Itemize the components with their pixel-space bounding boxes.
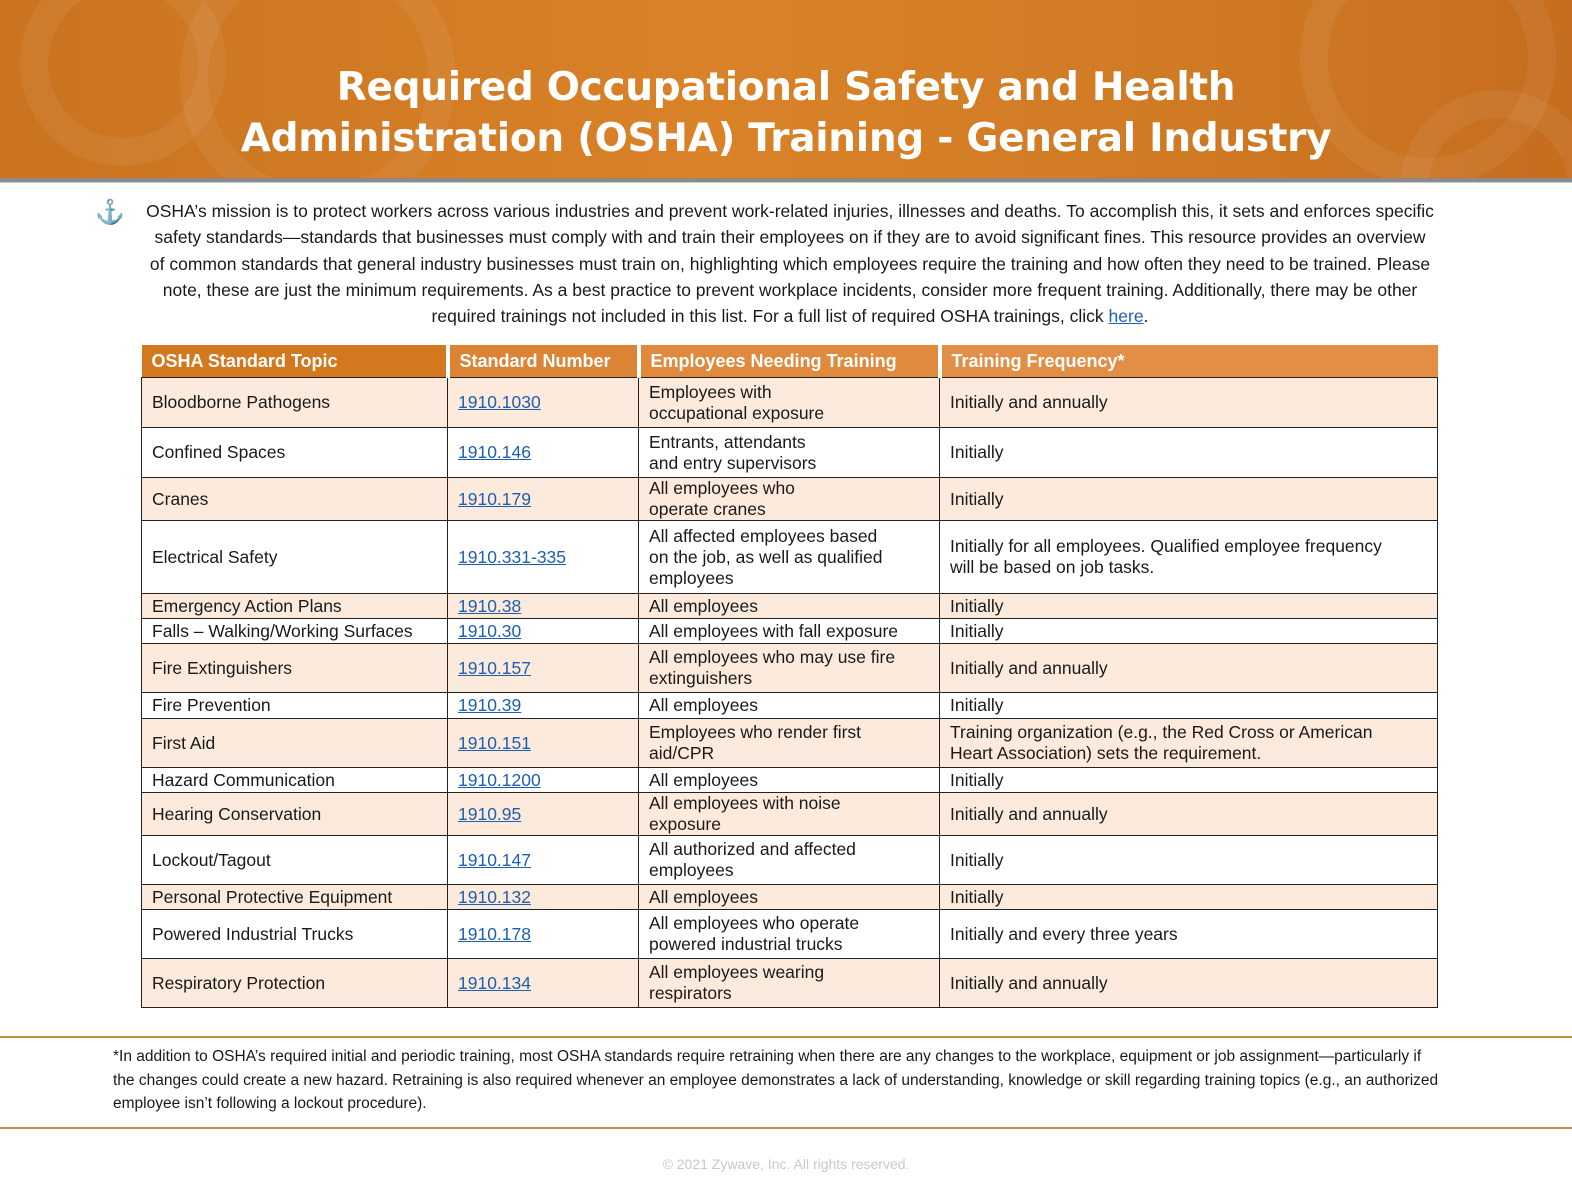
table-row: [142, 594, 1438, 619]
table-row: [142, 885, 1438, 910]
osha-training-table: [141, 345, 1438, 1008]
column-header: OSHA Standard Topic: [142, 345, 448, 378]
employees-cell: [639, 885, 940, 910]
column-header: Standard Number: [448, 345, 639, 378]
topic-cell: [142, 836, 448, 885]
cell-text: Initially: [950, 488, 1004, 509]
frequency-cell: [940, 959, 1438, 1008]
standard-link[interactable]: 1910.1200: [458, 769, 541, 790]
employees-cell: [639, 693, 940, 719]
cell-text: All affected employees based on the job, as well as qualified employees: [649, 525, 883, 588]
cell-text: Initially for all employees. Qualified employee frequency will be based on job tasks.: [950, 536, 1382, 577]
frequency-cell: [940, 478, 1438, 521]
standard-number-cell: [448, 619, 639, 644]
table-row: [142, 428, 1438, 478]
standard-link[interactable]: 1910.331-335: [458, 546, 567, 567]
cell-text: Initially: [950, 849, 1004, 870]
topic-cell: [142, 428, 448, 478]
standard-number-cell: [448, 836, 639, 885]
standard-number-cell: [448, 521, 639, 594]
table-row: [142, 693, 1438, 719]
table-header-row: [142, 345, 1438, 378]
cell-text: Lockout/Tagout: [152, 849, 271, 870]
standard-link[interactable]: 1910.95: [458, 803, 522, 824]
standard-number-cell: [448, 719, 639, 768]
standard-number-cell: [448, 594, 639, 619]
topic-cell: [142, 793, 448, 836]
standard-number-cell: [448, 793, 639, 836]
standard-link[interactable]: 1910.39: [458, 695, 522, 715]
intro-paragraph: OSHA’s mission is to protect workers across various industries and prevent work-related injuries, illnesses and deaths. To accomplish this, it sets and enforces specific safety standards—standards that businesses must comply with and train their employees on if they are to avoid significant fines. This resource provides an overview of common standards that general industry businesses must train on, highlighting which employees require the training and how often they need to be trained. Please note, these are just the minimum requirements. As a best practice to prevent workplace incidents, consider more frequent training. Additionally, there may be other required trainings not included in this list. For a full list of required OSHA trainings, click here.: [146, 201, 1434, 327]
employees-cell: [639, 768, 940, 793]
cell-text: Confined Spaces: [152, 442, 286, 462]
standard-link[interactable]: 1910.132: [458, 886, 531, 907]
cell-text: Initially and annually: [950, 657, 1108, 678]
table-row: [142, 719, 1438, 768]
cell-text: All employees wearing respirators: [649, 962, 825, 1003]
table-row: [142, 521, 1438, 594]
table-row: [142, 478, 1438, 521]
frequency-cell: [940, 885, 1438, 910]
cell-text: Entrants, attendants and entry supervisors: [649, 431, 817, 473]
column-header: Training Frequency*: [940, 345, 1438, 378]
frequency-cell: [940, 836, 1438, 885]
cell-text: Initially: [950, 886, 1004, 907]
topic-cell: [142, 910, 448, 959]
employees-cell: [639, 521, 940, 594]
cell-text: Initially: [950, 595, 1004, 616]
standard-number-cell: [448, 768, 639, 793]
employees-cell: [639, 719, 940, 768]
cell-text: Powered Industrial Trucks: [152, 923, 354, 944]
standard-link[interactable]: 1910.30: [458, 620, 522, 641]
cell-text: All employees with noise exposure: [649, 793, 841, 834]
table-row: [142, 793, 1438, 836]
cell-text: All employees: [649, 695, 758, 715]
frequency-cell: [940, 793, 1438, 836]
frequency-cell: [940, 644, 1438, 693]
standard-number-cell: [448, 378, 639, 428]
cell-text: Hazard Communication: [152, 769, 335, 790]
divider: [0, 1127, 1572, 1129]
cell-text: Fire Extinguishers: [152, 657, 293, 678]
cell-text: Falls – Walking/Working Surfaces: [152, 620, 413, 641]
standard-number-cell: [448, 885, 639, 910]
cell-text: Emergency Action Plans: [152, 595, 342, 616]
topic-cell: [142, 693, 448, 719]
standard-link[interactable]: 1910.146: [458, 442, 531, 462]
divider: [0, 178, 1572, 183]
standard-link[interactable]: 1910.179: [458, 488, 531, 509]
table-row: [142, 378, 1438, 428]
cell-text: Fire Prevention: [152, 695, 271, 715]
topic-cell: [142, 594, 448, 619]
cell-text: All employees: [649, 886, 758, 907]
cell-text: Initially and annually: [950, 803, 1108, 824]
frequency-cell: [940, 693, 1438, 719]
divider: [0, 1036, 1572, 1038]
cell-text: Bloodborne Pathogens: [152, 392, 331, 412]
cell-text: All employees with fall exposure: [649, 620, 899, 641]
employees-cell: [639, 793, 940, 836]
topic-cell: [142, 478, 448, 521]
table-row: [142, 910, 1438, 959]
topic-cell: [142, 644, 448, 693]
cell-text: First Aid: [152, 732, 216, 753]
frequency-cell: [940, 719, 1438, 768]
osha-trainings-link[interactable]: here: [1108, 306, 1144, 327]
cell-text: Hearing Conservation: [152, 803, 322, 824]
cell-text: Employees who render first aid/CPR: [649, 722, 862, 763]
standard-number-cell: [448, 693, 639, 719]
cell-text: Initially: [950, 442, 1004, 462]
standard-link[interactable]: 1910.1030: [458, 392, 541, 412]
cell-text: All employees who may use fire extinguishers: [649, 647, 896, 688]
employees-cell: [639, 836, 940, 885]
cell-text: All authorized and affected employees: [649, 839, 856, 880]
topic-cell: [142, 768, 448, 793]
frequency-cell: [940, 428, 1438, 478]
cell-text: Personal Protective Equipment: [152, 886, 393, 907]
table-row: [142, 959, 1438, 1008]
cell-text: Initially and every three years: [950, 923, 1178, 944]
table-row: [142, 644, 1438, 693]
title-banner: [0, 0, 1572, 178]
cell-text: All employees: [649, 769, 758, 790]
topic-cell: [142, 521, 448, 594]
employees-cell: [639, 428, 940, 478]
employees-cell: [639, 959, 940, 1008]
topic-cell: [142, 959, 448, 1008]
frequency-cell: [940, 619, 1438, 644]
table-row: [142, 619, 1438, 644]
frequency-cell: [940, 521, 1438, 594]
topic-cell: [142, 885, 448, 910]
topic-cell: [142, 378, 448, 428]
cell-text: All employees who operate powered industrial trucks: [649, 913, 860, 954]
employees-cell: [639, 910, 940, 959]
cell-text: Electrical Safety: [152, 546, 278, 567]
topic-cell: [142, 619, 448, 644]
standard-link[interactable]: 1910.134: [458, 972, 531, 993]
employees-cell: [639, 594, 940, 619]
cell-text: Initially: [950, 620, 1004, 641]
employees-cell: [639, 644, 940, 693]
column-header: Employees Needing Training: [639, 345, 940, 378]
standard-link[interactable]: 1910.178: [458, 923, 531, 944]
cell-text: Initially and annually: [950, 392, 1108, 412]
standard-number-cell: [448, 478, 639, 521]
footnote: *In addition to OSHA’s required initial and periodic training, most OSHA standards require retraining when there are any changes to the workplace, equipment or job assignment—particularly if the changes could create a new hazard. Retraining is also required whenever an employee demonstrates a lack of understanding, knowledge or skill regarding training topics (e.g., an authorized employee isn’t following a lockout procedure).: [113, 1048, 1439, 1112]
cell-text: Training organization (e.g., the Red Cross or American Heart Association) sets the requirement.: [950, 722, 1373, 763]
topic-cell: [142, 719, 448, 768]
standard-number-cell: [448, 428, 639, 478]
cell-text: Initially: [950, 769, 1004, 790]
table-row: [142, 768, 1438, 793]
table-row: [142, 836, 1438, 885]
cell-text: Cranes: [152, 488, 209, 509]
frequency-cell: [940, 378, 1438, 428]
standard-link[interactable]: 1910.147: [458, 849, 531, 870]
standard-link[interactable]: 1910.157: [458, 657, 531, 678]
frequency-cell: [940, 910, 1438, 959]
standard-link[interactable]: 1910.151: [458, 732, 531, 753]
cell-text: Initially: [950, 695, 1004, 715]
frequency-cell: [940, 768, 1438, 793]
cell-text: Initially and annually: [950, 972, 1108, 993]
cell-text: All employees: [649, 595, 758, 616]
cell-text: All employees who operate cranes: [649, 478, 795, 519]
standard-number-cell: [448, 959, 639, 1008]
cell-text: Employees with occupational exposure: [649, 381, 825, 423]
page-title: Required Occupational Safety and Health Administration (OSHA) Training - General Industry: [240, 65, 1332, 161]
employees-cell: [639, 619, 940, 644]
anchor-icon: ⚓: [95, 199, 125, 226]
employees-cell: [639, 378, 940, 428]
standard-number-cell: [448, 644, 639, 693]
standard-number-cell: [448, 910, 639, 959]
frequency-cell: [940, 594, 1438, 619]
copyright: © 2021 Zywave, Inc. All rights reserved.: [662, 1156, 910, 1172]
employees-cell: [639, 478, 940, 521]
cell-text: Respiratory Protection: [152, 972, 326, 993]
standard-link[interactable]: 1910.38: [458, 595, 522, 616]
